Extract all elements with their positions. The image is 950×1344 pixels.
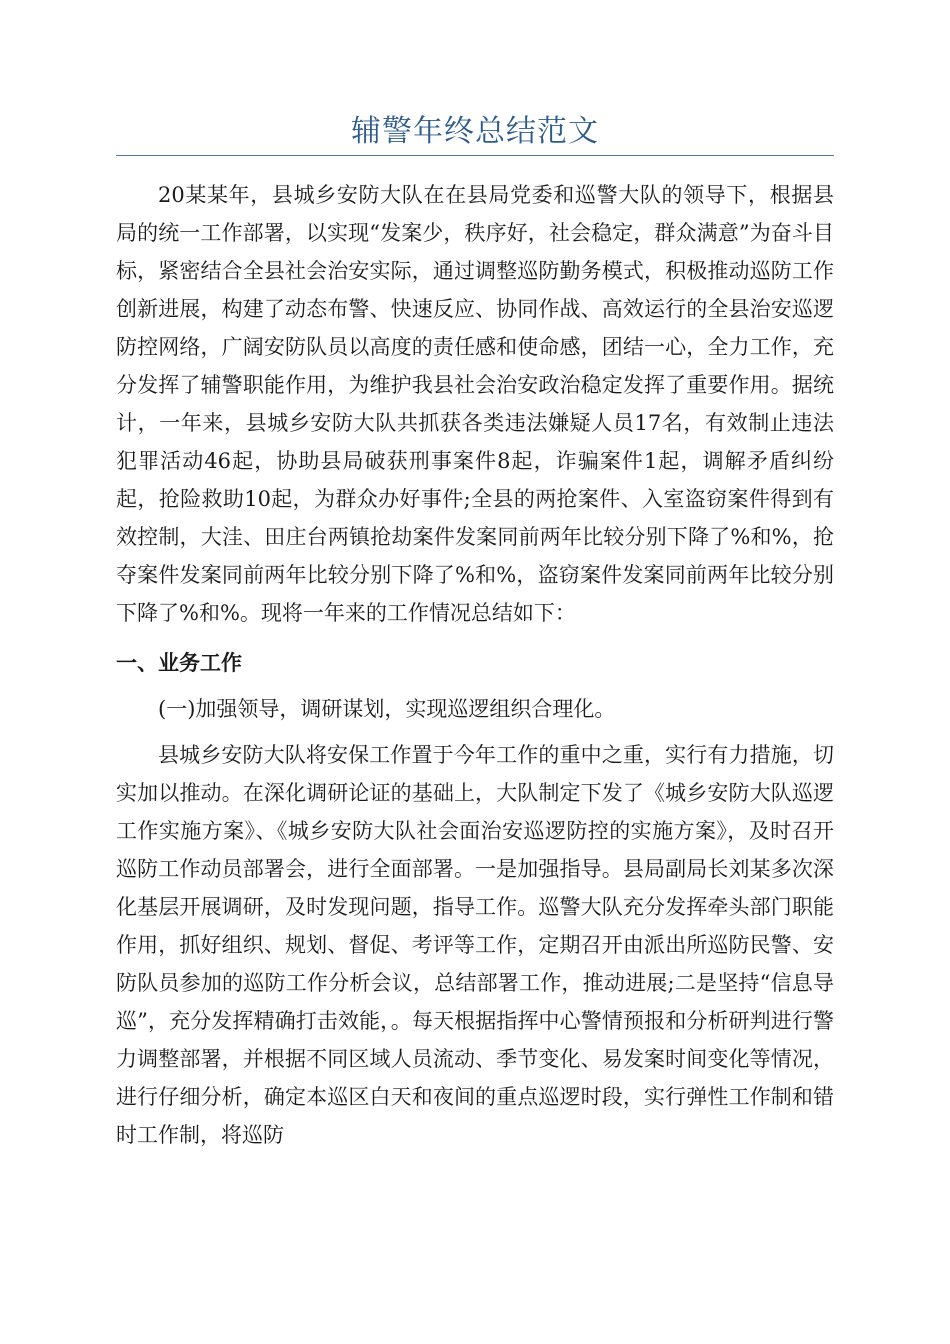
document-title: 辅警年终总结范文 bbox=[351, 114, 599, 149]
title-underline bbox=[116, 155, 834, 156]
paragraph-intro: 20某某年，县城乡安防大队在在县局党委和巡警大队的领导下，根据县局的统一工作部署，以实现“发案少，秩序好，社会稳定，群众满意”为奋斗目标，紧密结合全县社会治安实际，通过调整巡防勤务模式，积极推动巡防工作创新进展，构建了动态布警、快速反应、协同作战、高效运行的全县治安巡逻防控网络，广阔安防队员以高度的责任感和使命感，团结一心，全力工作，充分发挥了辅警职能作用，为维护我县社会治安政治稳定发挥了重要作用。据统计，一年来，县城乡安防大队共抓获各类违法嫌疑人员17名，有效制止违法犯罪活动46起，协助县局破获刑事案件8起，诈骗案件1起，调解矛盾纠纷起，抢险救助10起，为群众办好事件;全县的两抢案件、入室盗窃案件得到有效控制，大洼、田庄台两镇抢劫案件发案同前两年比较分别下降了%和%，抢夺案件发案同前两年比较分别下降了%和%，盗窃案件发案同前两年比较分别下降了%和%。现将一年来的工作情况总结如下： bbox=[116, 183, 834, 625]
section-heading: 一、业务工作 bbox=[116, 651, 242, 675]
document-body bbox=[116, 176, 834, 1154]
paragraph-body: 县城乡安防大队将安保工作置于今年工作的重中之重，实行有力措施，切实加以推动。在深化调研论证的基础上，大队制定下发了《城乡安防大队巡逻工作实施方案》、《城乡安防大队社会面治安巡逻防控的实施方案》，及时召开巡防工作动员部署会，进行全面部署。一是加强指导。县局副局长刘某多次深化基层开展调研，及时发现问题，指导工作。巡警大队充分发挥牵头部门职能作用，抓好组织、规划、督促、考评等工作，定期召开由派出所巡防民警、安防队员参加的巡防工作分析会议，总结部署工作，推动进展;二是坚持“信息导巡”，充分发挥精确打击效能，。每天根据指挥中心警情预报和分析研判进行警力调整部署，并根据不同区域人员流动、季节变化、易发案时间变化等情况，进行仔细分析，确定本巡区白天和夜间的重点巡逻时段，实行弹性工作制和错时工作制，将巡防 bbox=[116, 743, 834, 1147]
subsection-heading: (一)加强领导，调研谋划，实现巡逻组织合理化。 bbox=[158, 697, 616, 721]
